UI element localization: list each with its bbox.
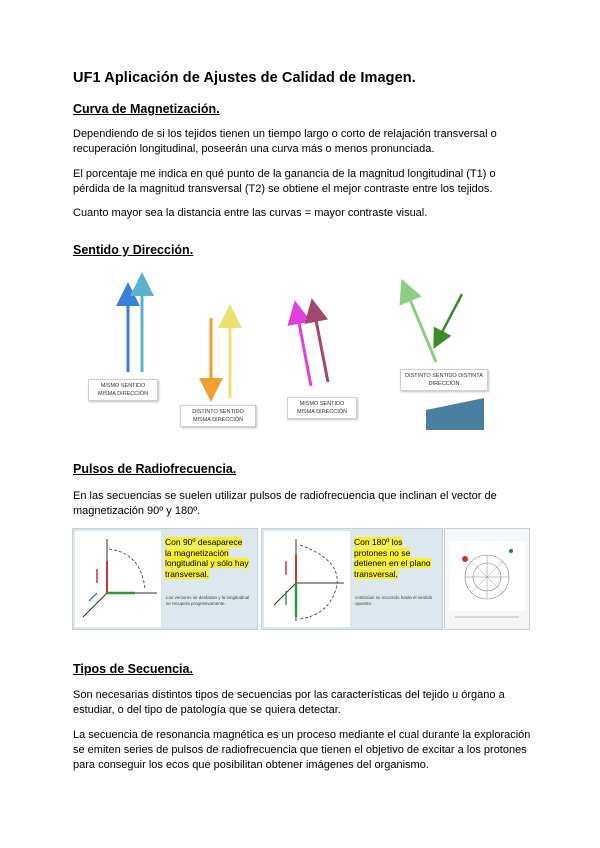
arrow-lightgreen bbox=[406, 290, 436, 362]
slide-precession bbox=[444, 528, 530, 630]
paragraph-pulsos-1: En las secuencias se suelen utilizar pulsos de radiofrecuencia que inclinan el vector de magnetización 90º y 180º. bbox=[73, 490, 497, 517]
note-90 bbox=[165, 537, 249, 579]
label-distinto-sentido-1: DISTINTO SENTIDO MISMA DIRECCIÓN bbox=[180, 405, 256, 427]
note-180-highlight: Con 180º los protones no se detienen en el plano transversal, bbox=[354, 537, 431, 579]
steel-wedge bbox=[426, 398, 484, 430]
paragraph-curva-1: Dependiendo de si los tejidos tienen un tiempo largo o corto de relajación transversal o recuperación longitudinal, poseerán una curva más o menos pronunciada. bbox=[73, 128, 497, 155]
section-heading-sentido: Sentido y Dirección. bbox=[73, 243, 194, 257]
diagram-90-panel bbox=[75, 531, 161, 627]
section-heading-curva: Curva de Magnetización. bbox=[73, 102, 220, 116]
paragraph-curva-3: Cuanto mayor sea la distancia entre las curvas = mayor contraste visual. bbox=[73, 207, 428, 219]
label-distinto-direccion: DISTINTO SENTIDO DISTINTA DIRECCIÓN bbox=[400, 369, 488, 391]
label-mismo-sentido-2: MISMO SENTIDO MISMA DIRECCIÓN bbox=[287, 397, 357, 419]
slide-90-degrees bbox=[72, 528, 258, 630]
precession-diagram-svg bbox=[445, 529, 529, 629]
arrow-magenta bbox=[297, 312, 311, 386]
section-heading-pulsos: Pulsos de Radiofrecuencia. bbox=[73, 462, 237, 476]
note-90-small: Los vectores se desfasan y la longitudinal se recupera progresivamente. bbox=[166, 595, 250, 606]
note-90-highlight: Con 90º desaparece la magnetización longitudinal y sólo hay transversal. bbox=[165, 537, 249, 579]
diagram-180-panel bbox=[264, 531, 350, 627]
label-mismo-sentido-1: MISMO SENTIDO MISMA DIRECCIÓN bbox=[88, 379, 158, 401]
arrow-darkgreen bbox=[438, 294, 462, 340]
paragraph-tipos-1: Son necesarias distintos tipos de secuencias por las características del tejido u órgano a estudiar, o del tipo de patología que se quiera detectar. bbox=[73, 689, 505, 716]
document-title: UF1 Aplicación de Ajustes de Calidad de Imagen. bbox=[73, 70, 416, 86]
section-heading-tipos: Tipos de Secuencia. bbox=[73, 662, 193, 676]
arrow-plum bbox=[314, 310, 328, 382]
axes-90-svg bbox=[75, 531, 161, 627]
paragraph-tipos-2: La secuencia de resonancia magnética es un proceso mediante el cual durante la exploración se emiten series de pulsos de radiofrecuencia que tienen el objetivo de excitar a los protones para conseguir los ecos que posibilitan obtener imágenes del organismo. bbox=[73, 729, 531, 771]
slide-180-degrees bbox=[261, 528, 443, 630]
axes-180-svg bbox=[264, 531, 350, 627]
note-180 bbox=[354, 537, 436, 579]
note-180-small: continúan su recorrido hasta el sentido opuesto. bbox=[355, 595, 433, 606]
paragraph-curva-2: El porcentaje me indica en qué punto de la ganancia de la magnitud longitudinal (T1) o pérdida de la magnitud transversal (T2) se obtiene el mejor contraste entre los tejidos. bbox=[73, 168, 496, 195]
